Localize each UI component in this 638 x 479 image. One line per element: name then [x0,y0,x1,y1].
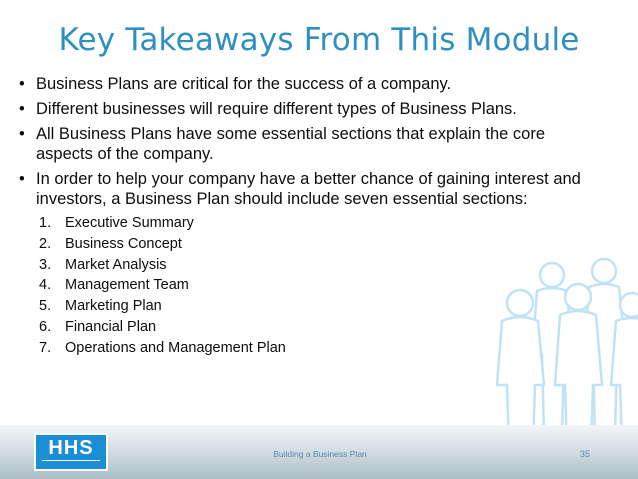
section-number: 7. [39,339,52,356]
section-item [39,296,594,317]
section-item [39,234,594,255]
bullet-marker: • [19,170,25,188]
bullet-text: Business Plans are critical for the success of a company. [36,75,452,93]
bullet-item [19,99,594,119]
footer-bar [0,425,638,479]
bullet-text: Different businesses will require different types of Business Plans. [36,100,517,118]
section-label: Executive Summary [65,215,194,231]
bullet-item [19,124,594,164]
bullet-marker: • [19,75,25,93]
section-label: Operations and Management Plan [65,339,286,356]
section-number: 5. [39,298,52,315]
section-item [39,317,594,338]
bullet-marker: • [19,100,25,118]
section-label: Marketing Plan [65,298,162,315]
section-item [39,213,594,234]
hhs-logo [34,433,108,471]
bullet-marker: • [19,125,25,143]
sections-list [36,213,594,359]
section-label: Market Analysis [65,256,167,273]
section-item [39,338,594,359]
bullet-text: All Business Plans have some essential sections that explain the core aspects of the company. [36,125,546,163]
section-number: 6. [39,318,52,335]
bullet-list [19,74,594,364]
bullet-text: In order to help your company have a better chance of gaining interest and investors, a Business Plan should include seven essential sections: [36,170,581,208]
slide-title: Key Takeaways From This Module [58,22,580,58]
footer-title: Building a Business Plan [273,449,367,459]
section-number: 2. [39,235,52,252]
section-label: Management Team [65,277,189,294]
bullet-item [19,74,594,94]
logo-text: HHS [48,437,94,459]
section-item [39,275,594,296]
page-number: 35 [579,449,590,459]
section-label: Business Concept [65,235,182,252]
logo-divider [42,460,100,461]
section-number: 1. [39,215,52,231]
section-number: 3. [39,256,52,273]
section-number: 4. [39,277,52,294]
section-label: Financial Plan [65,318,157,335]
section-item [39,255,594,276]
bullet-item [19,169,594,359]
